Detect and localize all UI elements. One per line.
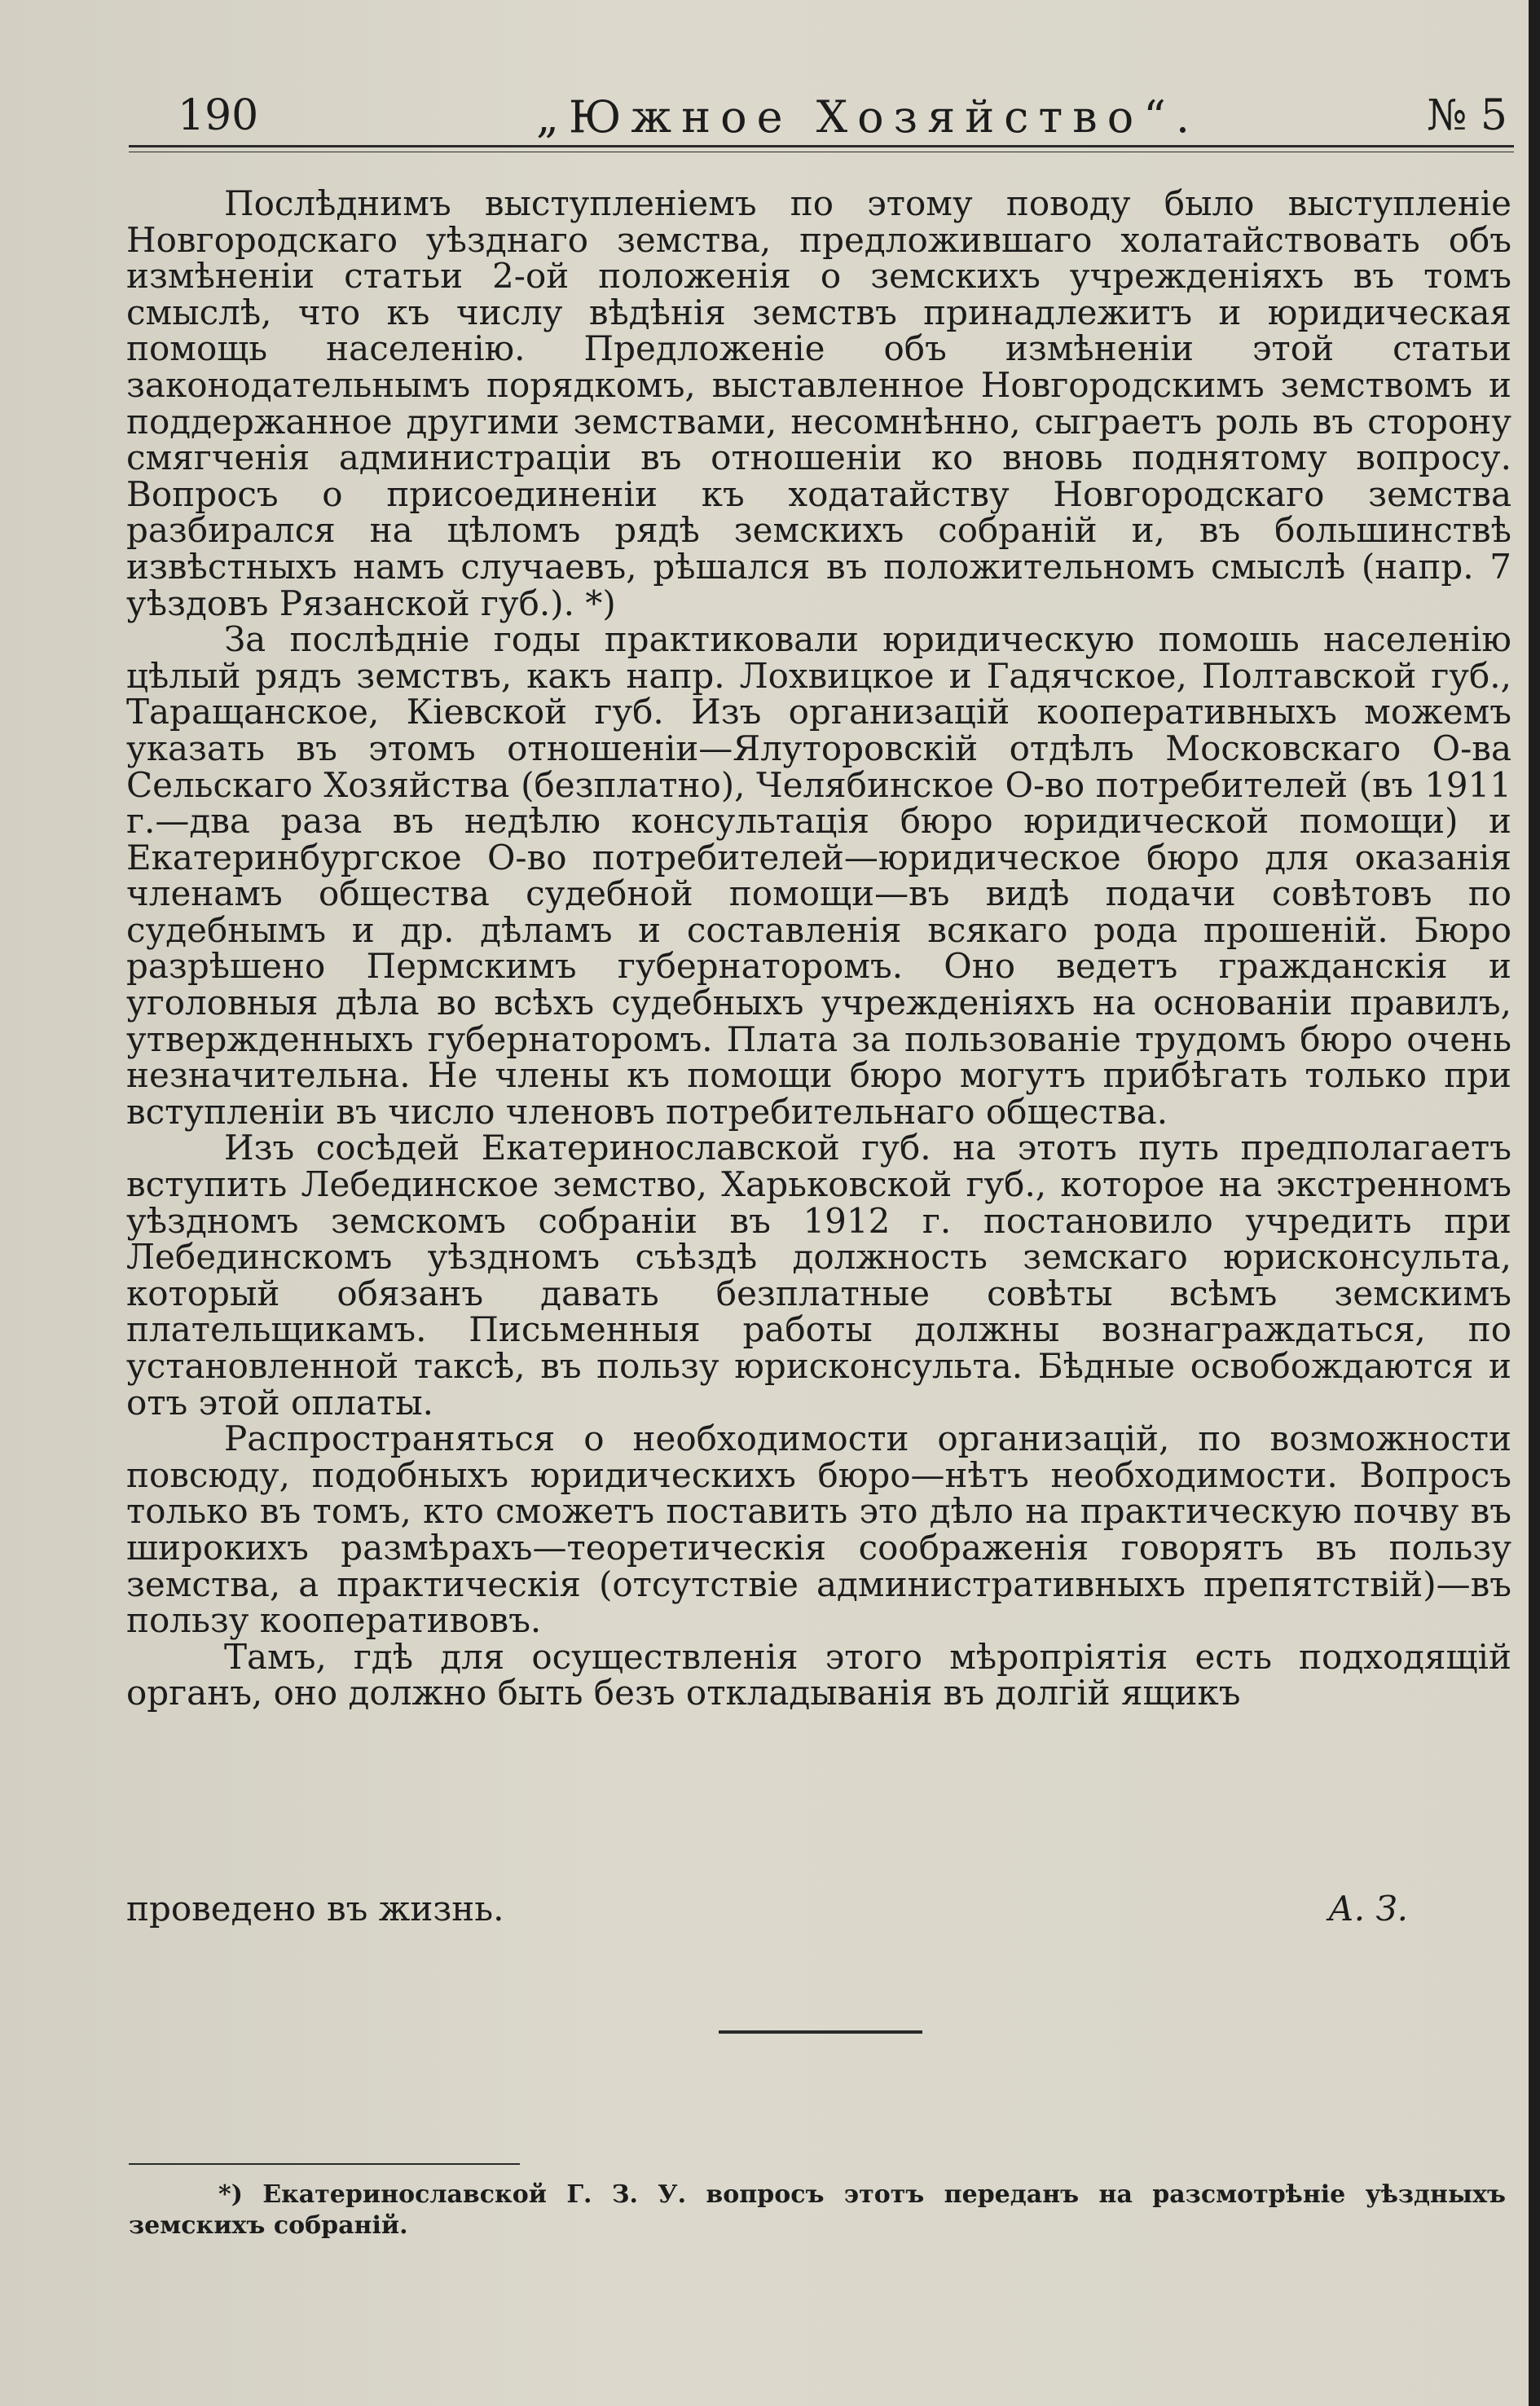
page-edge	[1529, 0, 1540, 2406]
journal-title: „Южное Хозяйство“.	[536, 91, 1199, 143]
paragraph: Изъ сосѣдей Екатеринославской губ. на этотъ путь предполагаетъ вступить Лебединское земство, Харьковской губ., которое на экстренномъ уѣздномъ земскомъ собраніи въ 1912 г. постановило учредить при Лебединскомъ уѣздномъ съѣздѣ должность земскаго юрисконсульта, который обязанъ давать безплатные совѣты всѣмъ земскимъ плательщикамъ. Письменныя работы должны вознаграждаться, по установленной таксѣ, въ пользу юрисконсульта. Бѣдные освобождаются и отъ этой оплаты.	[126, 1128, 1511, 1423]
paragraph: Тамъ, гдѣ для осуществленія этого мѣропріятія есть подходящій органъ, оно должно быть безъ откладыванія въ долгій ящикъ	[126, 1636, 1511, 1713]
article-body	[126, 183, 1511, 1713]
paragraph: За послѣдніе годы практиковали юридическую помошь населенію цѣлый рядъ земствъ, какъ напр. Лохвицкое и Гадячское, Полтавской губ., Таращанское, Кіевской губ. Изъ организацій кооперативныхъ можемъ указать въ этомъ отношеніи—Ялуторовскій отдѣлъ Московскаго О-ва Сельскаго Хозяйства (безплатно), Челябинское О-во потребителей (въ 1911 г.—два раза въ недѣлю консультація бюро юридической помощи) и Екатеринбургское О-во потребителей—юридическое бюро для оказанія членамъ общества судебной помощи—въ видѣ подачи совѣтовъ по судебнымъ и др. дѣламъ и составленія всякаго рода прошеній. Бюро разрѣшено Пермскимъ губернаторомъ. Оно ведетъ гражданскія и уголовныя дѣла во всѣхъ судебныхъ учрежденіяхъ на основаніи правилъ, утвержденныхъ губернаторомъ. Плата за пользованіе трудомъ бюро очень незначительна. Не члены къ помощи бюро могутъ прибѣгать только при вступленіи въ число членовъ потребительнаго общества.	[126, 619, 1511, 1132]
closing-text: проведено въ жизнь.	[126, 1889, 504, 1929]
footnote-text: *) Екатеринославской Г. З. У. вопросъ этотъ переданъ на разсмотрѣніе уѣздныхъ земскихъ собраній.	[129, 2180, 1506, 2240]
issue-number: № 5	[1427, 91, 1507, 140]
closing-line	[126, 1889, 1511, 1931]
section-divider	[719, 2030, 922, 2034]
author-signature: А. З.	[1328, 1889, 1409, 1929]
paragraph: Послѣднимъ выступленіемъ по этому поводу было выступленіе Новгородскаго уѣзднаго земства, предложившаго холатайствовать объ измѣненіи статьи 2-ой положенія о земскихъ учрежденіяхъ въ томъ смыслѣ, что къ числу вѣдѣнія земствъ принадлежитъ и юридическая помощь населенію. Предложеніе объ измѣненіи этой статьи законодательнымъ порядкомъ, выставленное Новгородскимъ земствомъ и поддержанное другими земствами, несомнѣнно, сыграетъ роль въ сторону смягченія администраціи въ отношеніи ко вновь поднятому вопросу. Вопросъ о присоединеніи къ ходатайству Новгородскаго земства разбирался на цѣломъ рядѣ земскихъ собраній и, въ большинствѣ извѣстныхъ намъ случаевъ, рѣшался въ положительномъ смыслѣ (напр. 7 уѣздовъ Рязанской губ.). *)	[126, 183, 1511, 623]
footnote	[129, 2179, 1506, 2241]
page-number: 190	[178, 91, 259, 140]
paragraph: Распространяться о необходимости организацій, по возможности повсюду, подобныхъ юридическихъ бюро—нѣтъ необходимости. Вопросъ только въ томъ, кто сможетъ поставить это дѣло на практическую почву въ широкихъ размѣрахъ—теоретическія соображенія говорятъ въ пользу земства, а практическія (отсутствіе административныхъ препятствій)—въ пользу кооперативовъ.	[126, 1419, 1511, 1641]
header-rule	[129, 145, 1514, 147]
running-header	[129, 91, 1507, 148]
footnote-rule	[129, 2163, 520, 2165]
